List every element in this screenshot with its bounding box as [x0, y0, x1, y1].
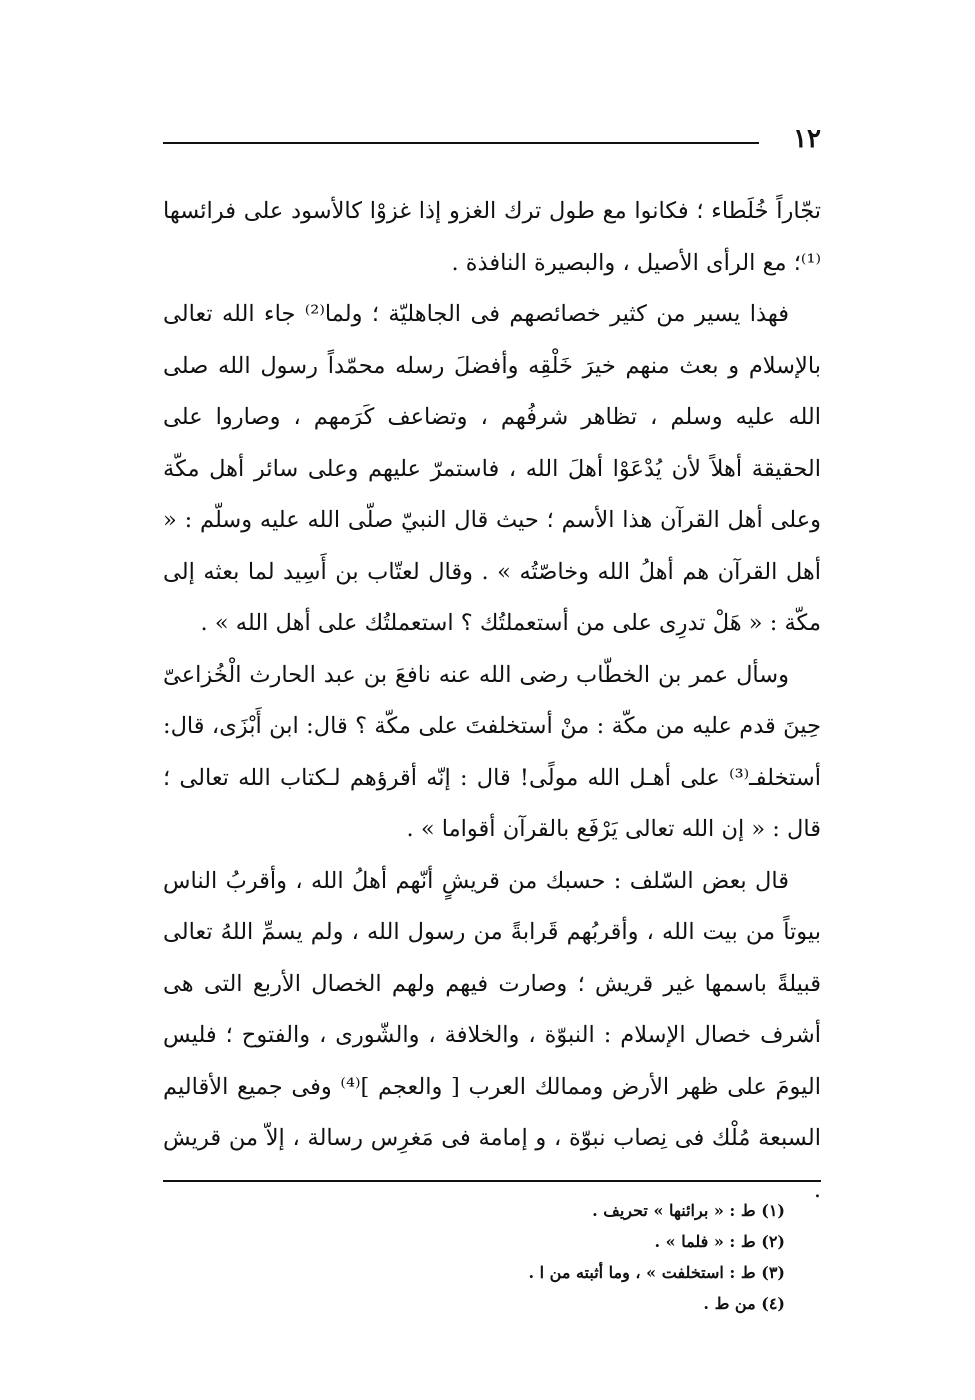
page-number: ١٢: [793, 124, 821, 154]
footnote: (٤) من ط .: [703, 1294, 785, 1313]
header-rule: [163, 142, 759, 144]
page-header: [163, 124, 821, 158]
footnote: (١) ط : « برائنها » تحريف .: [592, 1201, 785, 1220]
paragraph: وسأل عمر بن الخطّاب رضى الله عنه نافعَ بن عبد الحارث الْخُزاعىّ حِينَ قدم عليه من مكّة : منْ أستخلفتَ على مكّة ؟ قال: ابن أَبْزَى، قال: أستخلفـ⁽³⁾ على أهـل الله مولًى! قال : إنّه أقرؤهم لـكتاب الله تعالى ؛ قال : « إن الله تعالى يَرْفَع بالقرآن أقواما » .: [163, 661, 821, 842]
paragraph: فهذا يسير من كثير خصائصهم فى الجاهليّة ؛ ولما⁽²⁾ جاء الله تعالى بالإسلام و بعث منهم خيرَ خَلْقِه وأفضلَ رسله محمّداً رسول الله صلى الله عليه وسلم ، تظاهر شرفُهم ، وتضاعف كَرَمهم ، وصاروا على الحقيقة أهلاً لأن يُدْعَوْا أهلَ الله ، فاستمرّ عليهم وعلى سائر أهل مكّة وعلى أهل القرآن هذا الأسم ؛ حيث قال النبيّ صلّى الله عليه وسلّم : « أهل القرآن هم أهلُ الله وخاصّتُه » . وقال لعتّاب بن أَسِيد لما بعثه إلى مكّة : « هَلْ تدرِى على من أستعملتُك ؟ استعملتُك على أهل الله » .: [163, 301, 821, 636]
paragraph: تجّاراً خُلَطاء ؛ فكانوا مع طول ترك الغزو إذا غزوْا كالأسود على فرائسها ⁽¹⁾؛ مع الرأى الأصيل ، والبصيرة النافذة .: [163, 198, 821, 276]
footnote-divider: [163, 1180, 821, 1182]
main-text: [163, 186, 821, 1216]
paragraph: قال بعض السّلف : حسبك من قريشٍ أنّهم أهلُ الله ، وأقربُ الناس بيوتاً من بيت الله ، وأقربُهم قَرابةً من رسول الله ، ولم يسمِّ اللهُ تعالى قبيلةً باسمها غير قريش ؛ وصارت فيهم ولهم الخصال الأربع التى هى أشرف خصال الإسلام : النبوّة ، والخلافة ، والشّورى ، والفتوح ؛ فليس اليومَ على ظهر الأرض وممالك العرب [ والعجم ]⁽⁴⁾ وفى جميع الأقاليم السبعة مُلْك فى نِصاب نبوّة ، و إمامة فى مَغرِس رسالة ، إلاّ من قريش .: [163, 867, 821, 1203]
footnotes: [529, 1195, 786, 1319]
footnote: (٣) ط : استخلفت » ، وما أثبته من ا .: [528, 1263, 785, 1282]
footnote: (٢) ط : « فلما » .: [654, 1232, 785, 1251]
